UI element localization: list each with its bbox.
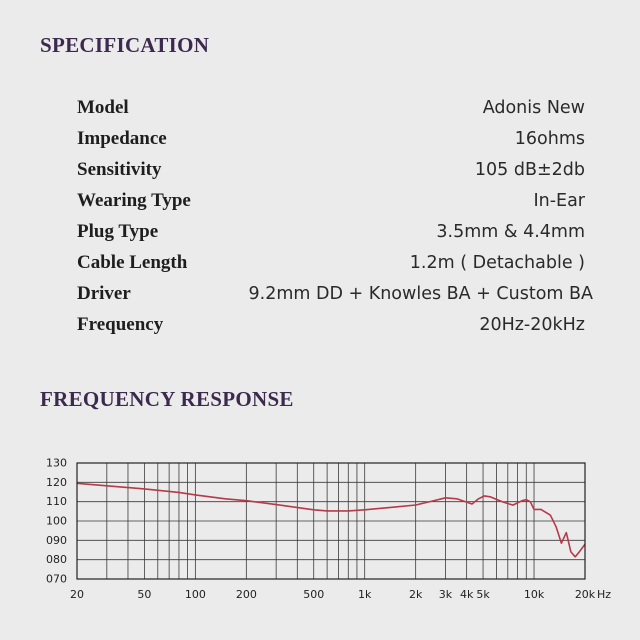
y-tick-label: 130 (46, 456, 67, 470)
x-tick-label: 1k (358, 588, 372, 601)
frequency-response-title: FREQUENCY RESPONSE (40, 387, 294, 411)
spec-label: Driver (77, 283, 131, 304)
spec-value: 105 dB±2db (474, 160, 585, 180)
x-tick-label: 3k (438, 588, 453, 601)
x-tick-label: 50 (137, 588, 152, 601)
spec-value: 16ohms (514, 129, 585, 149)
spec-label: Wearing Type (77, 190, 191, 211)
y-tick-label: 120 (46, 475, 67, 489)
spec-row-plug-type (77, 221, 593, 252)
x-tick-label: 2k (408, 588, 423, 601)
chart-series (77, 483, 585, 557)
spec-value: 1.2m ( Detachable ) (409, 253, 585, 273)
x-tick-label: 4k (459, 588, 474, 601)
spec-label: Sensitivity (77, 159, 162, 180)
y-tick-label: 100 (46, 514, 67, 528)
spec-label: Cable Length (77, 252, 188, 273)
specification-title: SPECIFICATION (40, 33, 210, 57)
y-tick-label: 070 (46, 572, 67, 586)
spec-row-frequency (77, 314, 593, 345)
x-tick-label: 20k (574, 588, 596, 601)
spec-label: Frequency (77, 314, 164, 335)
y-tick-label: 110 (46, 495, 67, 509)
spec-value: 9.2mm DD + Knowles BA + Custom BA (248, 284, 593, 304)
spec-row-model (77, 97, 593, 128)
series-line (77, 483, 585, 557)
spec-row-impedance (77, 128, 593, 159)
x-tick-label: 20 (70, 588, 84, 601)
spec-value: In-Ear (533, 191, 585, 211)
x-tick-label: 5k (476, 588, 490, 601)
spec-row-driver (77, 283, 593, 314)
spec-label: Impedance (77, 128, 167, 149)
y-tick-label: 090 (46, 533, 67, 547)
x-unit-label: Hz (597, 588, 612, 601)
spec-value: Adonis New (482, 98, 585, 118)
x-tick-label: 100 (184, 588, 206, 601)
spec-value: 3.5mm & 4.4mm (436, 222, 585, 242)
x-tick-label: 200 (235, 588, 257, 601)
spec-label: Model (77, 97, 129, 118)
y-tick-label: 080 (46, 553, 67, 567)
spec-row-wearing-type (77, 190, 593, 221)
spec-table (77, 97, 593, 345)
x-tick-label: 10k (523, 588, 545, 601)
spec-row-sensitivity (77, 159, 593, 190)
spec-row-cable-length (77, 252, 593, 283)
spec-value: 20Hz-20kHz (479, 315, 585, 335)
spec-label: Plug Type (77, 221, 159, 242)
x-tick-label: 500 (303, 588, 325, 601)
frequency-response-chart (0, 450, 640, 610)
chart-grid (77, 463, 585, 579)
